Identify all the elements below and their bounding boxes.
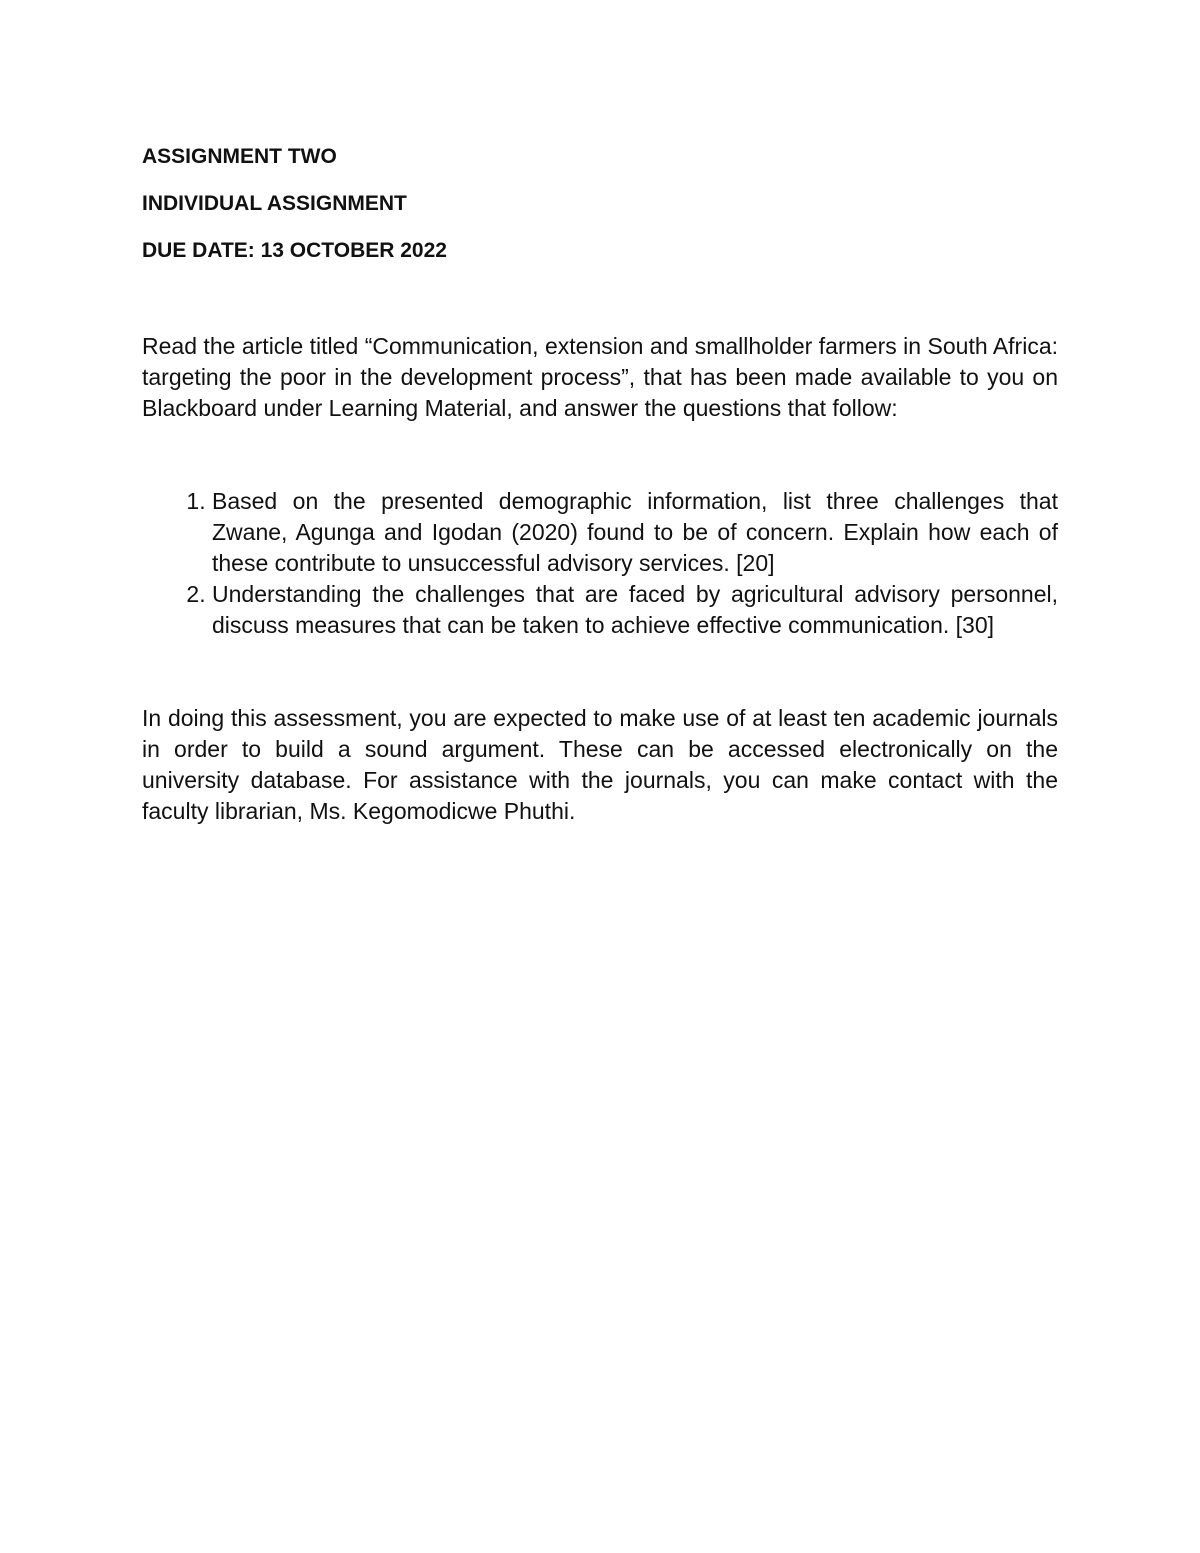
closing-paragraph: In doing this assessment, you are expected to make use of at least ten academic journals in order to build a sound argument. These can be accessed electronically on the university database. For assistance with the journals, you can make contact with the faculty librarian, Ms. Kegomodicwe Phuthi. [142,705,1058,824]
document-content [142,140,1058,850]
due-date: DUE DATE: 13 OCTOBER 2022 [142,239,447,262]
question-item-1: 1. Based on the presented demographic information, list three challenges that Zwane, Agunga and Igodan (2020) found to be of concern. Explain how each of these contribute to unsuccessful advisory services. [20] [212,486,1058,579]
question-item-2: 2. Understanding the challenges that are faced by agricultural advisory personnel, discuss measures that can be taken to achieve effective communication. [30] [212,579,1058,641]
assignment-title: ASSIGNMENT TWO [142,145,337,168]
intro-paragraph: Read the article titled “Communication, extension and smallholder farmers in South Africa: targeting the poor in the development process”, that has been made available to you on Blackboard under Learning Material, and answer the questions that follow: [142,333,1058,421]
questions-list [142,486,1058,641]
assignment-type: INDIVIDUAL ASSIGNMENT [142,192,407,215]
